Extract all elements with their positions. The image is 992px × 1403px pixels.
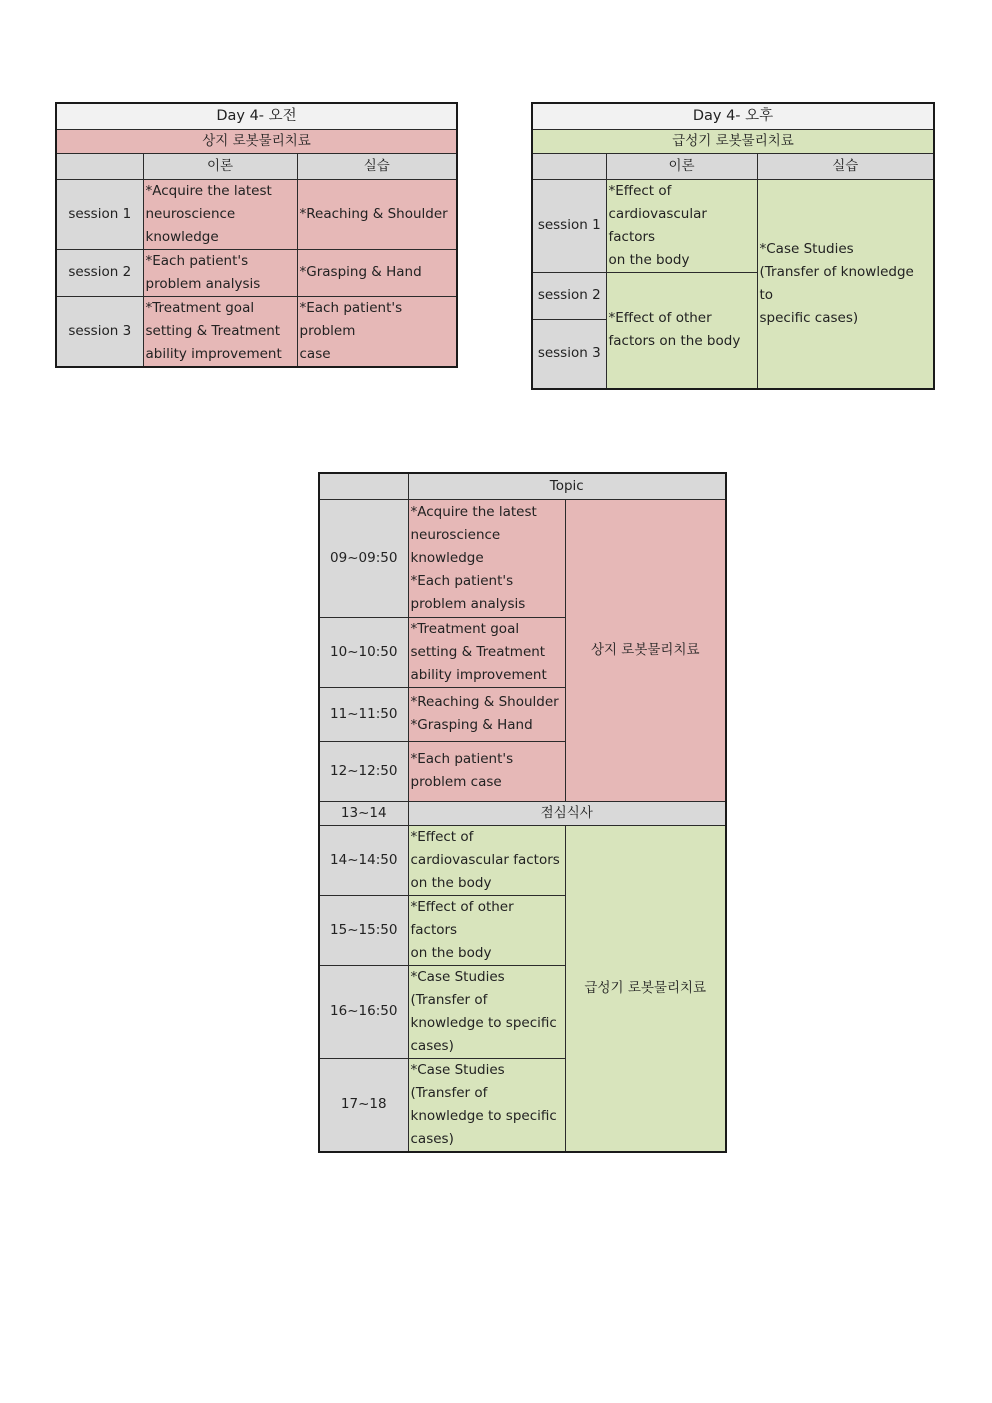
morning-col-theory: 이론 — [143, 153, 297, 179]
lunch-cell: 점심식사 — [408, 801, 726, 825]
afternoon-corner-cell — [532, 153, 606, 179]
morning-col-practice: 실습 — [297, 153, 457, 179]
schedule-content: *Effect of other factors on the body — [408, 895, 565, 965]
schedule-time: 17~18 — [319, 1058, 408, 1152]
afternoon-col-theory: 이론 — [606, 153, 757, 179]
morning-theory-cell: *Acquire the latest neuroscience knowledge — [143, 179, 297, 249]
schedule-time: 16~16:50 — [319, 965, 408, 1058]
afternoon-col-practice: 실습 — [757, 153, 934, 179]
schedule-topic-header: Topic — [408, 473, 726, 499]
schedule-time: 09~09:50 — [319, 499, 408, 617]
afternoon-title: Day 4- 오후 — [532, 103, 934, 129]
afternoon-subtitle: 급성기 로봇물리치료 — [532, 129, 934, 153]
morning-theory-cell: *Treatment goal setting & Treatment ability improvement — [143, 296, 297, 367]
afternoon-practice-cell: *Case Studies (Transfer of knowledge to specific cases) — [757, 179, 934, 389]
schedule-afternoon-topic: 급성기 로봇물리치료 — [565, 825, 726, 1152]
morning-theory-cell: *Each patient's problem analysis — [143, 249, 297, 296]
afternoon-session-label: session 3 — [532, 319, 606, 389]
schedule-time: 14~14:50 — [319, 825, 408, 895]
schedule-content: *Acquire the latest neuroscience knowledge *Each patient's problem analysis — [408, 499, 565, 617]
schedule-corner-cell — [319, 473, 408, 499]
afternoon-table — [531, 102, 935, 390]
afternoon-theory-cell: *Effect of other factors on the body — [606, 272, 757, 389]
afternoon-session-label: session 1 — [532, 179, 606, 272]
schedule-content: *Case Studies (Transfer of knowledge to specific cases) — [408, 1058, 565, 1152]
schedule-morning-topic: 상지 로봇물리치료 — [565, 499, 726, 801]
morning-session-label: session 3 — [56, 296, 143, 367]
morning-practice-cell: *Reaching & Shoulder — [297, 179, 457, 249]
schedule-time: 12~12:50 — [319, 741, 408, 801]
afternoon-session-label: session 2 — [532, 272, 606, 319]
morning-subtitle: 상지 로봇물리치료 — [56, 129, 457, 153]
schedule-content: *Effect of cardiovascular factors on the body — [408, 825, 565, 895]
schedule-time: 10~10:50 — [319, 617, 408, 687]
morning-corner-cell — [56, 153, 143, 179]
afternoon-theory-cell: *Effect of cardiovascular factors on the body — [606, 179, 757, 272]
schedule-time: 13~14 — [319, 801, 408, 825]
morning-table — [55, 102, 458, 368]
schedule-content: *Treatment goal setting & Treatment ability improvement — [408, 617, 565, 687]
schedule-content: *Case Studies (Transfer of knowledge to specific cases) — [408, 965, 565, 1058]
schedule-time: 15~15:50 — [319, 895, 408, 965]
morning-session-label: session 2 — [56, 249, 143, 296]
morning-practice-cell: *Each patient's problem case — [297, 296, 457, 367]
morning-session-label: session 1 — [56, 179, 143, 249]
schedule-content: *Reaching & Shoulder *Grasping & Hand — [408, 687, 565, 741]
schedule-time: 11~11:50 — [319, 687, 408, 741]
morning-practice-cell: *Grasping & Hand — [297, 249, 457, 296]
morning-title: Day 4- 오전 — [56, 103, 457, 129]
schedule-table — [318, 472, 727, 1153]
schedule-content: *Each patient's problem case — [408, 741, 565, 801]
